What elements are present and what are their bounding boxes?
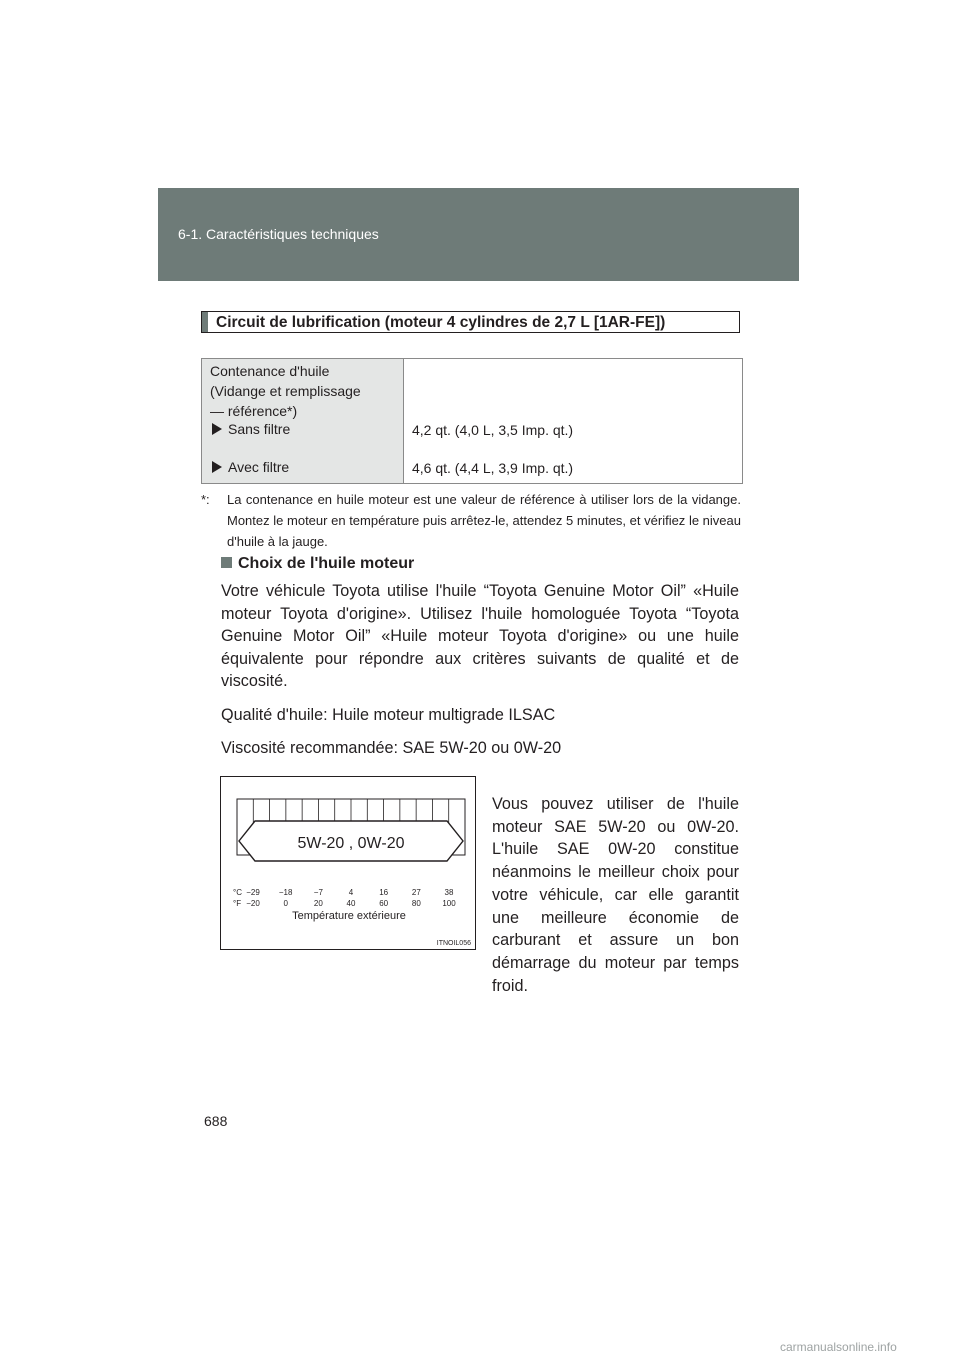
intro-paragraph: Votre véhicule Toyota utilise l'huile “Toyota Genuine Motor Oil” «Huile moteur Toyota d'origine». Utilisez l'huile homologuée Toyota “Toyota Genuine Motor Oil” «Huile moteur Toyota d'origine» ou une huile équivalente pour répondre aux critères suivants de qualité et de viscosité. bbox=[221, 582, 739, 690]
triangle-bullet-icon bbox=[212, 423, 222, 435]
celsius-tick: 4 bbox=[348, 888, 354, 897]
fahrenheit-tick: 0 bbox=[283, 899, 288, 908]
celsius-tick: −18 bbox=[278, 888, 293, 897]
viscosity-line: Viscosité recommandée: SAE 5W-20 ou 0W-20 bbox=[221, 739, 562, 757]
celsius-unit-label: °C bbox=[233, 888, 242, 897]
heading-marker bbox=[202, 312, 208, 332]
table-label-line: — référence*) bbox=[210, 403, 298, 419]
fahrenheit-tick: −20 bbox=[246, 899, 260, 908]
chapter-header bbox=[158, 188, 799, 281]
footnote-text: La contenance en huile moteur est une valeur de référence à utiliser lors de la vidange. Montez le moteur en température puis arrêtez-le, attendez 5 minutes, et vérifiez le niveau d'huile à la jauge. bbox=[227, 492, 741, 549]
fahrenheit-tick: 40 bbox=[346, 899, 356, 908]
fahrenheit-tick: 60 bbox=[379, 899, 389, 908]
oil-capacity-table bbox=[201, 358, 743, 484]
table-label-line: Contenance d'huile bbox=[210, 363, 330, 379]
table-row-label: Sans filtre bbox=[212, 421, 290, 437]
subsection-heading: Choix de l'huile moteur bbox=[221, 555, 414, 573]
fahrenheit-tick: 80 bbox=[411, 899, 421, 908]
triangle-bullet-icon bbox=[212, 461, 222, 473]
fahrenheit-tick-labels bbox=[246, 899, 456, 908]
celsius-tick: −29 bbox=[246, 888, 260, 897]
celsius-tick: 38 bbox=[444, 888, 454, 897]
oil-quality-line: Qualité d'huile: Huile moteur multigrade ILSAC bbox=[221, 706, 556, 724]
topic-heading bbox=[201, 311, 740, 333]
section-title: 6-1. Caractéristiques techniques bbox=[178, 226, 379, 242]
temperature-axis-caption: Température extérieure bbox=[292, 910, 406, 922]
celsius-tick: 16 bbox=[379, 888, 389, 897]
celsius-tick: 27 bbox=[411, 888, 421, 897]
viscosity-recommendation-text: Vous pouvez utiliser de l'huile moteur SAE 5W-20 ou 0W-20. L'huile SAE 0W-20 constitue néanmoins le meilleur choix pour votre véhicule, car elle garantit une meilleure économie de carburant et assure un bon démarrage du moteur par temps froid. bbox=[492, 795, 739, 995]
celsius-tick-labels bbox=[246, 888, 454, 897]
watermark: carmanualsonline.info bbox=[780, 1340, 897, 1354]
square-bullet-icon bbox=[221, 557, 232, 568]
footnote-marker: *: bbox=[201, 492, 210, 507]
table-row-value: 4,2 qt. (4,0 L, 3,5 Imp. qt.) bbox=[412, 422, 574, 438]
fahrenheit-tick: 100 bbox=[442, 899, 456, 908]
fahrenheit-unit-label: °F bbox=[233, 899, 242, 908]
topic-heading-text: Circuit de lubrification (moteur 4 cylindres de 2,7 L [1AR-FE]) bbox=[216, 314, 666, 331]
table-row-value: 4,6 qt. (4,4 L, 3,9 Imp. qt.) bbox=[412, 460, 574, 476]
table-row-label: Avec filtre bbox=[212, 459, 289, 475]
viscosity-temperature-chart bbox=[220, 776, 476, 950]
figure-code: ITNOIL056 bbox=[436, 940, 471, 947]
footnote bbox=[201, 489, 741, 552]
fahrenheit-tick: 20 bbox=[313, 899, 323, 908]
viscosity-grade-label: 5W-20 , 0W-20 bbox=[297, 835, 405, 852]
celsius-tick: −7 bbox=[313, 888, 323, 897]
page-number: 688 bbox=[204, 1113, 228, 1129]
table-label-line: (Vidange et remplissage bbox=[210, 383, 361, 399]
